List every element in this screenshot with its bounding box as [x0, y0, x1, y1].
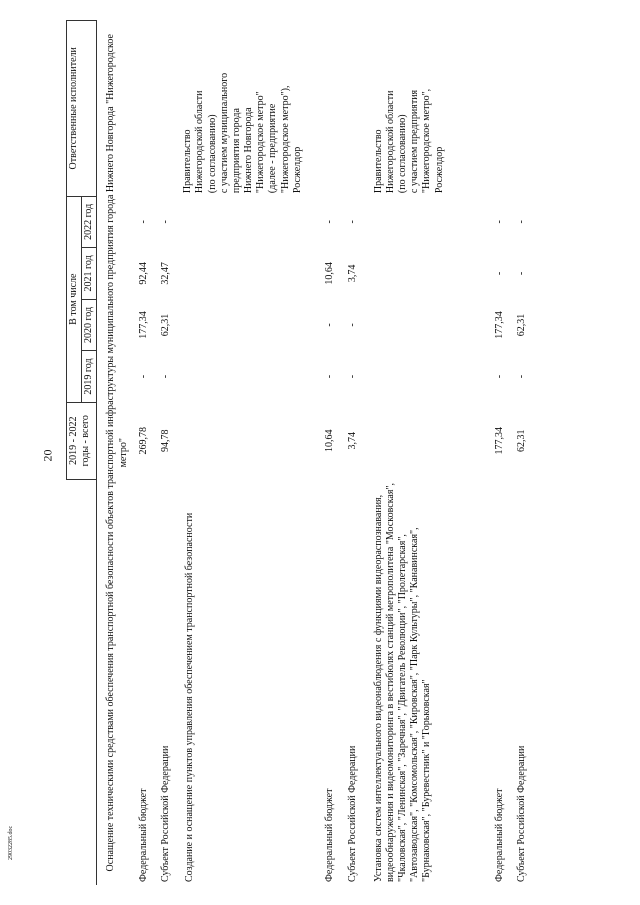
cell-total: 62,31 [515, 429, 527, 452]
cell-2019: - [137, 374, 149, 379]
cell-2021: 10,64 [324, 262, 336, 285]
row-name: Субъект Российской Федерации [346, 745, 358, 882]
cell-total: 10,64 [324, 429, 336, 452]
cell-2020: - [346, 323, 358, 327]
cell-2019: - [493, 374, 505, 379]
budget-table [66, 20, 528, 885]
header-in-which: В том числе [67, 196, 82, 402]
cell-2020: 62,31 [159, 313, 171, 337]
cell-2020: 62,31 [515, 313, 527, 337]
item-2-row [359, 21, 434, 886]
row-name: Федеральный бюджет [324, 788, 336, 882]
cell-2022: - [324, 220, 336, 224]
cell-2019: - [346, 374, 358, 379]
item-2-responsible: Правительство Нижегородской области (по согласованию) с участием предприятия "Нижегородское метро", Росжелдор [372, 88, 445, 194]
table-row [138, 21, 150, 886]
header-period-total: 2019 - 2022 годы - всего [67, 402, 97, 479]
cell-2019: - [324, 374, 336, 379]
row-name: Федеральный бюджет [493, 788, 505, 882]
page-number: 20 [40, 449, 55, 462]
row-name: Субъект Российской Федерации [159, 745, 171, 882]
footer-document-code: 29032285.doc [8, 825, 14, 860]
cell-2021: 32,47 [159, 262, 171, 285]
row-name: Субъект Российской Федерации [515, 745, 527, 882]
table-header [67, 21, 97, 886]
cell-2022: - [515, 220, 527, 224]
header-year-2020: 2020 год [82, 299, 97, 351]
cell-2021: 3,74 [346, 264, 358, 283]
item-1-row [172, 21, 196, 886]
cell-2019: - [515, 374, 527, 379]
header-name-empty [67, 479, 97, 885]
item-1-title: Создание и оснащение пунктов управления обеспечением транспортной безопасности [184, 512, 196, 882]
section-title: Оснащение техническими средствами обеспечения транспортной безопасности объектов транспортной инфраструктуры муниципального предприятия города Нижнего Новгорода "Нижегородское метро" [105, 34, 129, 872]
cell-2020: 177,34 [493, 311, 505, 339]
cell-total: 269,78 [137, 426, 149, 455]
cell-2022: - [159, 220, 171, 224]
cell-2021: - [515, 271, 527, 276]
cell-2022: - [346, 220, 358, 224]
row-name: Федеральный бюджет [137, 788, 149, 882]
cell-total: 94,78 [159, 429, 171, 452]
cell-2021: - [493, 271, 505, 276]
table-row [150, 21, 172, 886]
header-year-2022: 2022 год [82, 196, 97, 248]
cell-2022: - [137, 220, 149, 224]
cell-2020: - [324, 323, 336, 327]
header-year-2019: 2019 год [82, 351, 97, 403]
cell-2022: - [493, 220, 505, 224]
cell-total: 177,34 [493, 426, 505, 455]
item-1-responsible: Правительство Нижегородской области (по согласованию) с участием муниципального предприятия города Нижнего Новгорода "Нижегородское метро" (далее - предприятие "Нижегородское метро"), Росжелдор [182, 72, 303, 194]
cell-2020: 177,34 [137, 311, 149, 339]
cell-total: 3,74 [346, 431, 358, 450]
cell-2019: - [159, 374, 171, 379]
cell-2021: 92,44 [137, 262, 149, 285]
item-2-title: Установка систем интеллектуального видеонаблюдения с функциями видеораспознавания, видеообнаружения и видеомониторинга в вестибюлях станций метрополитена "Московская", "Чкаловская", "Ленинская", "Заречная", "Двигатель Революции", "Пролетарская", "Автозаводская", "Комсомольская", "Кировская", "Парк Культуры", "Канавинская", "Бурнаковская", "Буревестник" и "Горьковская" [372, 482, 433, 882]
header-year-2021: 2021 год [82, 248, 97, 300]
header-responsible: Ответственные исполнители [67, 21, 97, 197]
